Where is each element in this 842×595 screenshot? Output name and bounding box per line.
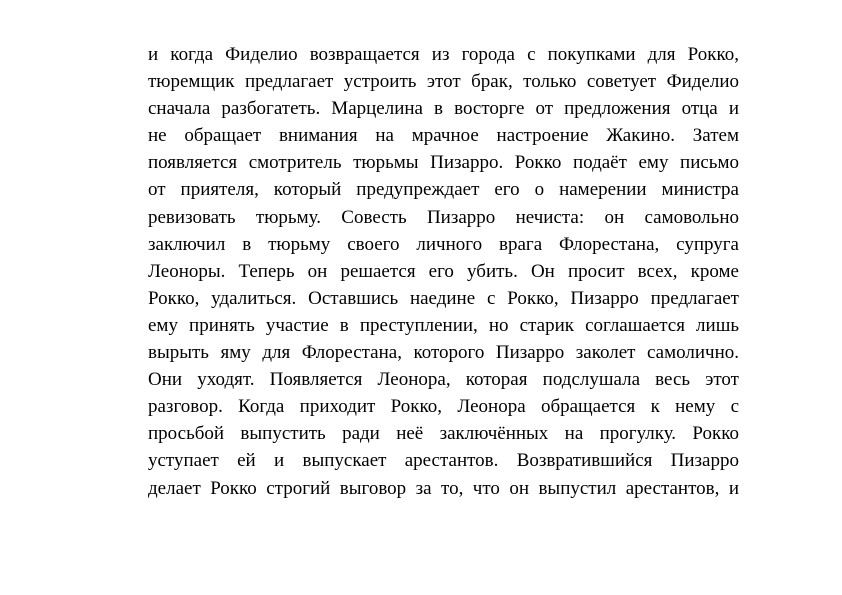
text-line-13: Они уходят. Появляется Леонора, которая подслушала весь этот [148,369,739,391]
text-line-6: от приятеля, который предупреждает его о намерении министра [148,179,739,201]
text-line-5: появляется смотритель тюрьмы Пизарро. Рокко подаёт ему письмо [148,152,739,174]
text-line-10: Рокко, удалиться. Оставшись наедине с Рокко, Пизарро предлагает [148,287,739,309]
text-line-16: уступает ей и выпускает арестантов. Возвратившийся Пизарро [148,450,739,472]
text-line-4: не обращает внимания на мрачное настроение Жакино. Затем [148,125,739,147]
text-line-8: заключил в тюрьму своего личного врага Флорестана, супруга [148,233,739,255]
text-line-12: вырыть яму для Флорестана, которого Пизарро заколет самолично. [148,342,739,364]
text-line-3: сначала разбогатеть. Марцелина в восторге от предложения отца и [148,98,739,120]
text-line-15: просьбой выпустить ради неё заключённых на прогулку. Рокко [148,423,739,445]
body-text [148,41,739,502]
text-line-1: и когда Фиделио возвращается из города с покупками для Рокко, [148,44,739,65]
text-line-7: ревизовать тюрьму. Совесть Пизарро нечиста: он самовольно [148,206,739,228]
text-line-17: делает Рокко строгий выговор за то, что он выпустил арестантов, и [148,477,739,499]
text-line-14: разговор. Когда приходит Рокко, Леонора обращается к нему с [148,396,739,418]
text-line-9: Леоноры. Теперь он решается его убить. Он просит всех, кроме [148,260,739,282]
text-line-11: ему принять участие в преступлении, но старик соглашается лишь [148,314,739,336]
text-line-2: тюремщик предлагает устроить этот брак, только советует Фиделио [148,71,739,93]
